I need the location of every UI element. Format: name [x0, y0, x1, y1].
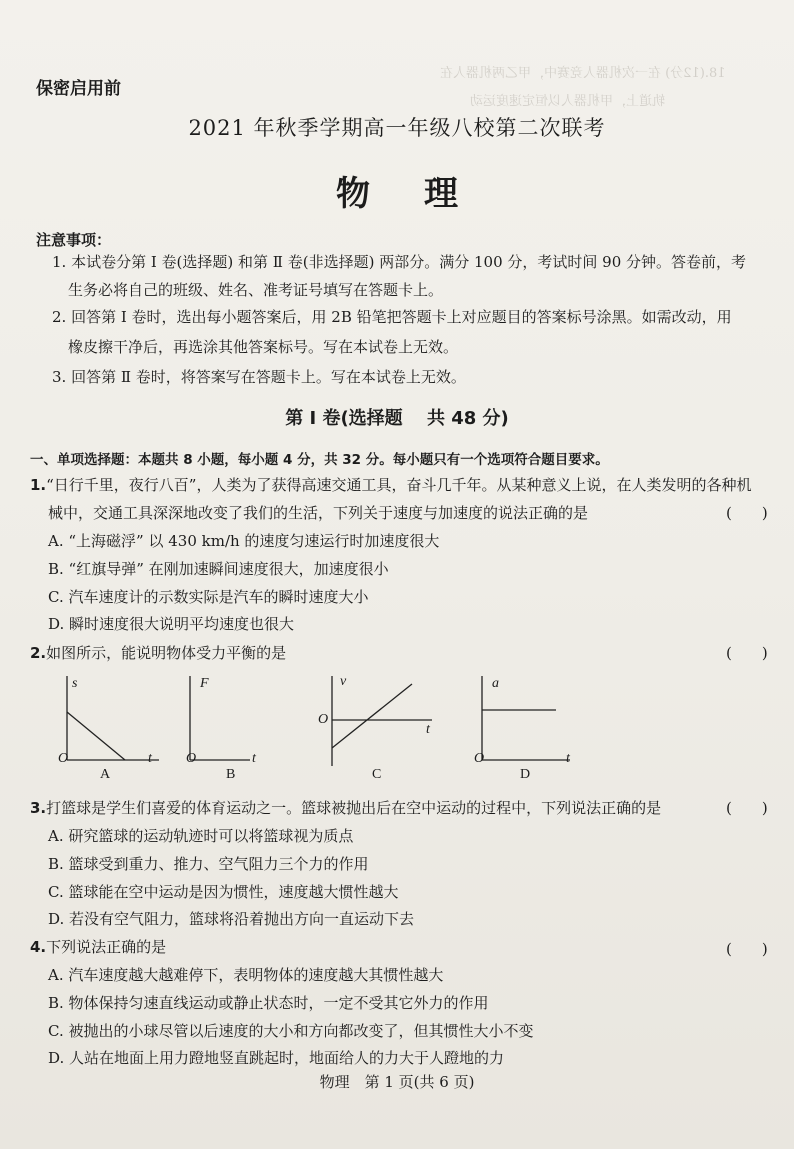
question-1-line-2: 械中，交通工具深深地改变了我们的生活，下列关于速度与加速度的说法正确的是	[48, 504, 589, 522]
question-4-line-1: 4.下列说法正确的是	[30, 938, 167, 956]
option-b: B. “红旗导弹” 在刚加速瞬间速度很大，加速度很小	[48, 560, 389, 578]
subject-title: 物理	[336, 174, 512, 214]
option-a: A. 汽车速度越大越难停下，表明物体的速度越大其惯性越大	[48, 966, 444, 984]
x-axis-label: t	[148, 751, 152, 766]
part-one-title: 第 Ⅰ 卷(选择题 共 48 分)	[285, 408, 509, 429]
notes-title: 注意事项：	[36, 231, 112, 249]
graph-line	[67, 712, 125, 760]
question-3-line-1: 3.打篮球是学生们喜爱的体育运动之一。篮球被抛出后在空中运动的过程中，下列说法正确的是	[30, 799, 662, 817]
option-a: A. “上海磁浮” 以 430 km/h 的速度匀速运行时加速度很大	[48, 532, 440, 550]
graph-line	[332, 684, 412, 748]
graph-c-velocity-time	[320, 670, 440, 770]
y-axis-label: F	[200, 676, 209, 691]
graph-caption: B	[226, 767, 236, 782]
option-c: C. 汽车速度计的示数实际是汽车的瞬时速度大小	[48, 588, 369, 606]
y-axis-label: a	[492, 676, 499, 691]
option-d: D. 人站在地面上用力蹬地竖直跳起时，地面给人的力大于人蹬地的力	[48, 1049, 505, 1067]
y-axis-label: v	[340, 674, 347, 689]
exam-title: 2021 年秋季学期高一年级八校第二次联考	[188, 116, 606, 140]
option-c: C. 被抛出的小球尽管以后速度的大小和方向都改变了，但其惯性大小不变	[48, 1022, 534, 1040]
answer-bracket: ( )	[726, 644, 768, 662]
question-number: 4.	[30, 938, 47, 956]
option-b: B. 物体保持匀速直线运动或静止状态时，一定不受其它外力的作用	[48, 994, 489, 1012]
question-1-line-1: 1.“日行千里，夜行八百”，人类为了获得高速交通工具，奋斗几千年。从某种意义上说，在人类发明的各种机	[30, 476, 752, 494]
graph-b-force-time	[182, 672, 292, 767]
answer-bracket: ( )	[726, 940, 768, 958]
bleed-through-text: 18.(12分) 在一次机器人竞赛中，甲乙两机器人在	[440, 66, 726, 81]
graph-caption: A	[100, 767, 111, 782]
option-b: B. 篮球受到重力、推力、空气阻力三个力的作用	[48, 855, 369, 873]
option-d: D. 瞬时速度很大说明平均速度也很大	[48, 615, 295, 633]
page-footer: 物理 第 1 页(共 6 页)	[319, 1073, 475, 1091]
confidential-label: 保密启用前	[36, 79, 121, 99]
x-axis-label: t	[566, 751, 570, 766]
x-axis-label: t	[426, 722, 430, 737]
graph-caption: D	[520, 767, 531, 782]
option-a: A. 研究篮球的运动轨迹时可以将篮球视为质点	[48, 827, 354, 845]
option-d: D. 若没有空气阻力，篮球将沿着抛出方向一直运动下去	[48, 910, 415, 928]
section-heading: 一、单项选择题：本题共 8 小题，每小题 4 分，共 32 分。每小题只有一个选项符合题目要求。	[30, 452, 609, 468]
question-2-line-1: 2.如图所示，能说明物体受力平衡的是	[30, 644, 287, 662]
origin-label: O	[474, 751, 485, 766]
question-number: 2.	[30, 644, 47, 662]
answer-bracket: ( )	[726, 799, 768, 817]
bleed-through-text: 轨道上，甲机器人以恒定速度运动	[470, 94, 666, 109]
option-c: C. 篮球能在空中运动是因为惯性，速度越大惯性越大	[48, 883, 399, 901]
note-line: 生务必将自己的班级、姓名、准考证号填写在答题卡上。	[68, 281, 444, 299]
graph-caption: C	[372, 767, 382, 782]
note-line: 1. 本试卷分第 Ⅰ 卷(选择题) 和第 Ⅱ 卷(非选择题) 两部分。满分 100 分，考试时间 90 分钟。答卷前，考	[52, 253, 747, 271]
origin-label: O	[186, 751, 197, 766]
note-line: 3. 回答第 Ⅱ 卷时，将答案写在答题卡上。写在本试卷上无效。	[52, 368, 466, 386]
question-number: 3.	[30, 799, 47, 817]
origin-label: O	[318, 712, 329, 727]
x-axis-label: t	[252, 751, 256, 766]
y-axis-label: s	[72, 676, 78, 691]
origin-label: O	[58, 751, 69, 766]
question-number: 1.	[30, 476, 47, 494]
note-line: 2. 回答第 Ⅰ 卷时，选出每小题答案后，用 2B 铅笔把答题卡上对应题目的答案标号涂黑。如需改动，用	[52, 308, 732, 326]
note-line: 橡皮擦干净后，再选涂其他答案标号。写在本试卷上无效。	[68, 338, 459, 356]
answer-bracket: ( )	[726, 504, 768, 522]
